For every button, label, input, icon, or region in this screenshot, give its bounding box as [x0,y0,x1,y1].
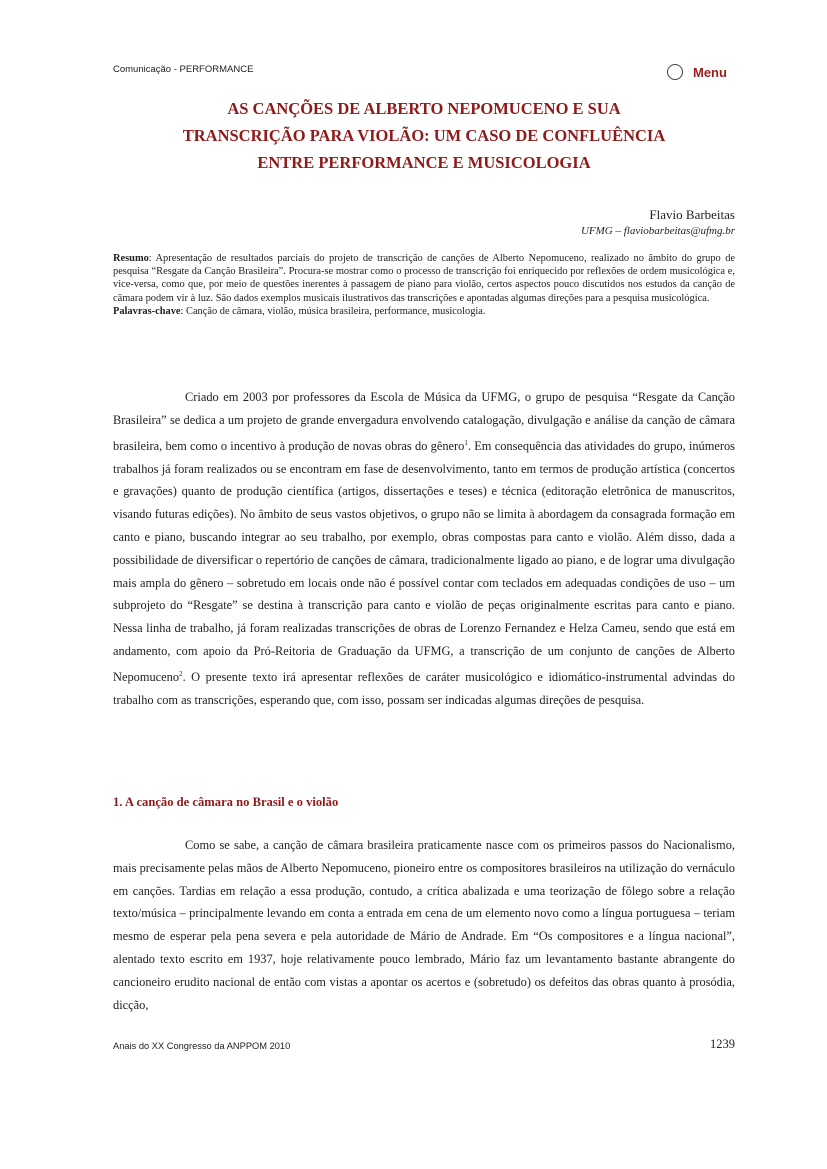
paper-title [113,95,735,176]
menu-label[interactable]: Menu [693,64,727,80]
title-line: ENTRE PERFORMANCE E MUSICOLOGIA [257,153,591,172]
keywords-text: : Canção de câmara, violão, música brasileira, performance, musicologia. [180,305,486,317]
body-paragraph-1 [113,386,735,711]
menu-link[interactable] [667,64,727,80]
title-line: AS CANÇÕES DE ALBERTO NEPOMUCENO E SUA [227,99,621,118]
abstract-label: Resumo [113,253,149,264]
author-affiliation: UFMG – flaviobarbeitas@ufmg.br [580,225,735,237]
circle-icon [667,64,683,80]
section-heading: 1. A canção de câmara no Brasil e o violão [113,795,339,809]
abstract-paragraph [113,252,735,305]
keywords [113,305,735,318]
para1-text-b: . Em consequência das atividades do grupo, inúmeros trabalhos já foram realizados ou se encontram em fase de desenvolvimento, tanto em termos de produção artística (concertos e gravações) quanto de produção científica (artigos, dissertações e teses) e técnica (editoração eletrônica de manuscritos, visando futuras edições). No âmbito de seus vastos objetivos, o grupo não se limita à abordagem da consagrada formação em canto e piano, buscando integrar ao seu trabalho, por exemplo, obras compostas para canto e violão. Além disso, dada a possibilidade de diversificar o repertório de canções de câmara, tradicionalmente ligado ao piano, e de lograr uma divulgação mais ampla do gênero – sobretudo em locais onde não é possível contar com teclados em adequadas condições de uso – um subprojeto do “Resgate” se destina à transcrição para canto e violão de peças originalmente escritas para canto e piano. Nessa linha de trabalho, já foram realizadas transcrições de obras de Lorenzo Fernandez e Helza Cameu, sendo que está em andamento, com apoio da Pró-Reitoria de Graduação da UFMG, a transcrição de um conjunto de canções de Alberto Nepomuceno [113,438,735,684]
abstract-text: : Apresentação de resultados parciais do projeto de transcrição de canções de Alberto Nepomuceno, realizado no âmbito do grupo de pesquisa “Resgate da Canção Brasileira”. Procura-se mostrar como o processo de transcrição foi enriquecido por reflexões de ordem musicológica e, vice-versa, como que, por meio de questões inerentes à passagem de piano para violão, certos aspectos pouco discutidos nos estudos da canção de câmara podem vir à luz. São dados exemplos musicais ilustrativos das transcrições e apontadas algumas direções para a pesquisa musicológica. [113,253,735,304]
para2-text: Como se sabe, a canção de câmara brasileira praticamente nasce com os primeiros passos do Nacionalismo, mais precisamente pelas mãos de Alberto Nepomuceno, pioneiro entre os compositores brasileiros na utilização do vernáculo em canções. Tardias em relação a essa produção, contudo, a crítica abalizada e uma teorização de fôlego sobre a relação texto/música – principalmente levando em conta a entrada em cena de um elemento novo como a língua portuguesa – teriam mesmo de esperar pela pena severa e pela autoridade de Mário de Andrade. Em “Os compositores e a língua nacional”, alentado texto escrito em 1937, hoje relativamente pouco lembrado, Mário faz um levantamento bastante abrangente do cancioneiro erudito nacional de então com vistas a apontar os acertos e (sobretudo) os defeitos das obras quanto à prosódia, dicção, [113,838,735,1012]
abstract [113,252,735,318]
para1-text-c: . O presente texto irá apresentar reflexões de caráter musicológico e idiomático-instrumental advindas do trabalho com as transcrições, esperando que, com isso, possam ser indicadas algumas direções de pesquisa. [113,669,735,707]
footnote-ref-2[interactable]: 2 [179,669,183,678]
author-block [581,206,735,239]
footnote-ref-1[interactable]: 1 [464,438,468,447]
keywords-label: Palavras-chave [113,305,181,317]
page-number: 1239 [710,1037,735,1051]
running-header: Comunicação - PERFORMANCE [113,64,254,75]
author-name: Flavio Barbeitas [649,207,735,222]
title-line: TRANSCRIÇÃO PARA VIOLÃO: UM CASO DE CONFLUÊNCIA [182,126,666,145]
para1-text-a: Criado em 2003 por professores da Escola de Música da UFMG, o grupo de pesquisa “Resgate da Canção Brasileira” se dedica a um projeto de grande envergadura envolvendo catalogação, divulgação e análise da canção de câmara brasileira, bem como o incentivo à produção de novas obras do gênero [113,390,735,453]
footer-proceedings: Anais do XX Congresso da ANPPOM 2010 [113,1041,291,1051]
body-paragraph-2 [113,834,735,1016]
